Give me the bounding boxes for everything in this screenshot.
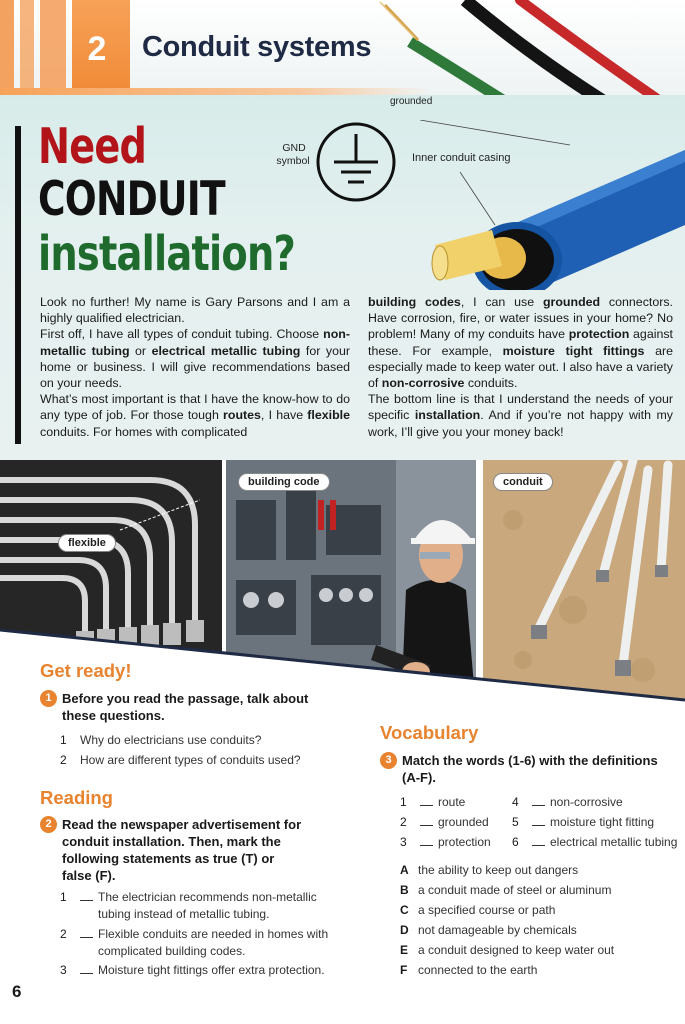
- header-stripe: [20, 0, 34, 95]
- page-number: 6: [12, 982, 22, 1001]
- vocab-word: 5 moisture tight fitting: [512, 815, 655, 829]
- answer-blank[interactable]: [532, 805, 545, 806]
- definition-item: F connected to the earth: [400, 963, 538, 977]
- vocab-word: 1 route: [400, 795, 466, 809]
- tag-flexible: flexible: [58, 534, 116, 552]
- get-ready-question: [40, 690, 360, 724]
- header-rule: [0, 88, 430, 95]
- answer-blank[interactable]: [532, 845, 545, 846]
- header-stripe: [0, 0, 14, 95]
- label-symbol: symbol: [276, 155, 310, 167]
- answer-blank[interactable]: [420, 825, 433, 826]
- label-inner-conduit-casing: Inner conduit casing: [412, 152, 511, 164]
- question-number-badge: 2: [40, 816, 57, 833]
- heading-reading: Reading: [40, 787, 113, 808]
- list-item: 3 Moisture tight fittings offer extra protection.: [60, 963, 325, 977]
- answer-blank[interactable]: [420, 805, 433, 806]
- headline-installation: installation?: [38, 226, 295, 282]
- tag-building-code: building code: [238, 473, 330, 491]
- definition-item: E a conduit designed to keep water out: [400, 943, 615, 957]
- definition-item: C a specified course or path: [400, 903, 556, 917]
- answer-blank[interactable]: [80, 900, 93, 901]
- unit-title: Conduit systems: [142, 31, 372, 63]
- tag-conduit: conduit: [493, 473, 553, 491]
- heading-vocabulary: Vocabulary: [380, 722, 479, 743]
- vocab-word: 4 non-corrosive: [512, 795, 623, 809]
- vocab-word: 6 electrical metallic tubing: [512, 835, 678, 849]
- question-number-badge: 1: [40, 690, 57, 707]
- list-item: 1 The electrician recommends non-metallic tubing instead of metallic tubing.: [60, 890, 317, 921]
- unit-number: 2: [87, 30, 107, 68]
- heading-get-ready: Get ready!: [40, 660, 132, 681]
- definition-item: D not damageable by chemicals: [400, 923, 577, 937]
- vocab-word: 3 protection: [400, 835, 491, 849]
- get-ready-line1: Before you read the passage, talk about: [62, 691, 309, 706]
- headline-bar: [15, 126, 21, 444]
- list-item: 1 Why do electricians use conduits?: [60, 733, 262, 747]
- label-gnd: GND: [282, 142, 306, 154]
- question-number-badge: 3: [380, 752, 397, 769]
- ad-text-right: building codes, I can use grounded connectors. Have corrosion, fire, or water issues in your home? No problem! Many of my conduits have protection against these. For example, moisture tight fittings are especially made to keep water out. I also have a variety of non-corrosive conduits. The bottom line is that I understand the needs of your specific installation. And if you’re not happy with my work, I’ll give you your money back!: [368, 295, 673, 439]
- ad-text-left: Look no further! My name is Gary Parsons and I am a highly qualified electrician. First off, I have all types of conduit tubing. Choose non-metallic tubing or electrical metallic tubing for your home or business. I will give recommendations based on your needs. What’s most important is that I have the know-how to do any type of job. For those tough routes, I have flexible conduits. For homes with complicated: [40, 295, 350, 439]
- get-ready-line2: these questions.: [62, 708, 165, 723]
- answer-blank[interactable]: [80, 973, 93, 974]
- answer-blank[interactable]: [80, 937, 93, 938]
- label-grounded: grounded: [390, 96, 433, 107]
- conduit-pipe-illustration: [420, 120, 685, 290]
- list-item: 2 How are different types of conduits used?: [60, 753, 301, 767]
- answer-blank[interactable]: [420, 845, 433, 846]
- reading-question: 2 Read the newspaper advertisement for conduit installation. Then, mark the following statements as true (T) or false (F).: [40, 816, 350, 884]
- definition-item: B a conduit made of steel or aluminum: [400, 883, 612, 897]
- vocabulary-question: 3 Match the words (1-6) with the definitions (A-F).: [380, 752, 680, 786]
- ground-symbol-icon: [314, 120, 398, 204]
- headline-need: Need: [38, 118, 147, 175]
- definition-item: A the ability to keep out dangers: [400, 863, 579, 877]
- vocab-word: 2 grounded: [400, 815, 489, 829]
- answer-blank[interactable]: [532, 825, 545, 826]
- headline-conduit: CONDUIT: [38, 172, 225, 227]
- header-stripe: [40, 0, 66, 95]
- list-item: 2 Flexible conduits are needed in homes with complicated building codes.: [60, 927, 329, 958]
